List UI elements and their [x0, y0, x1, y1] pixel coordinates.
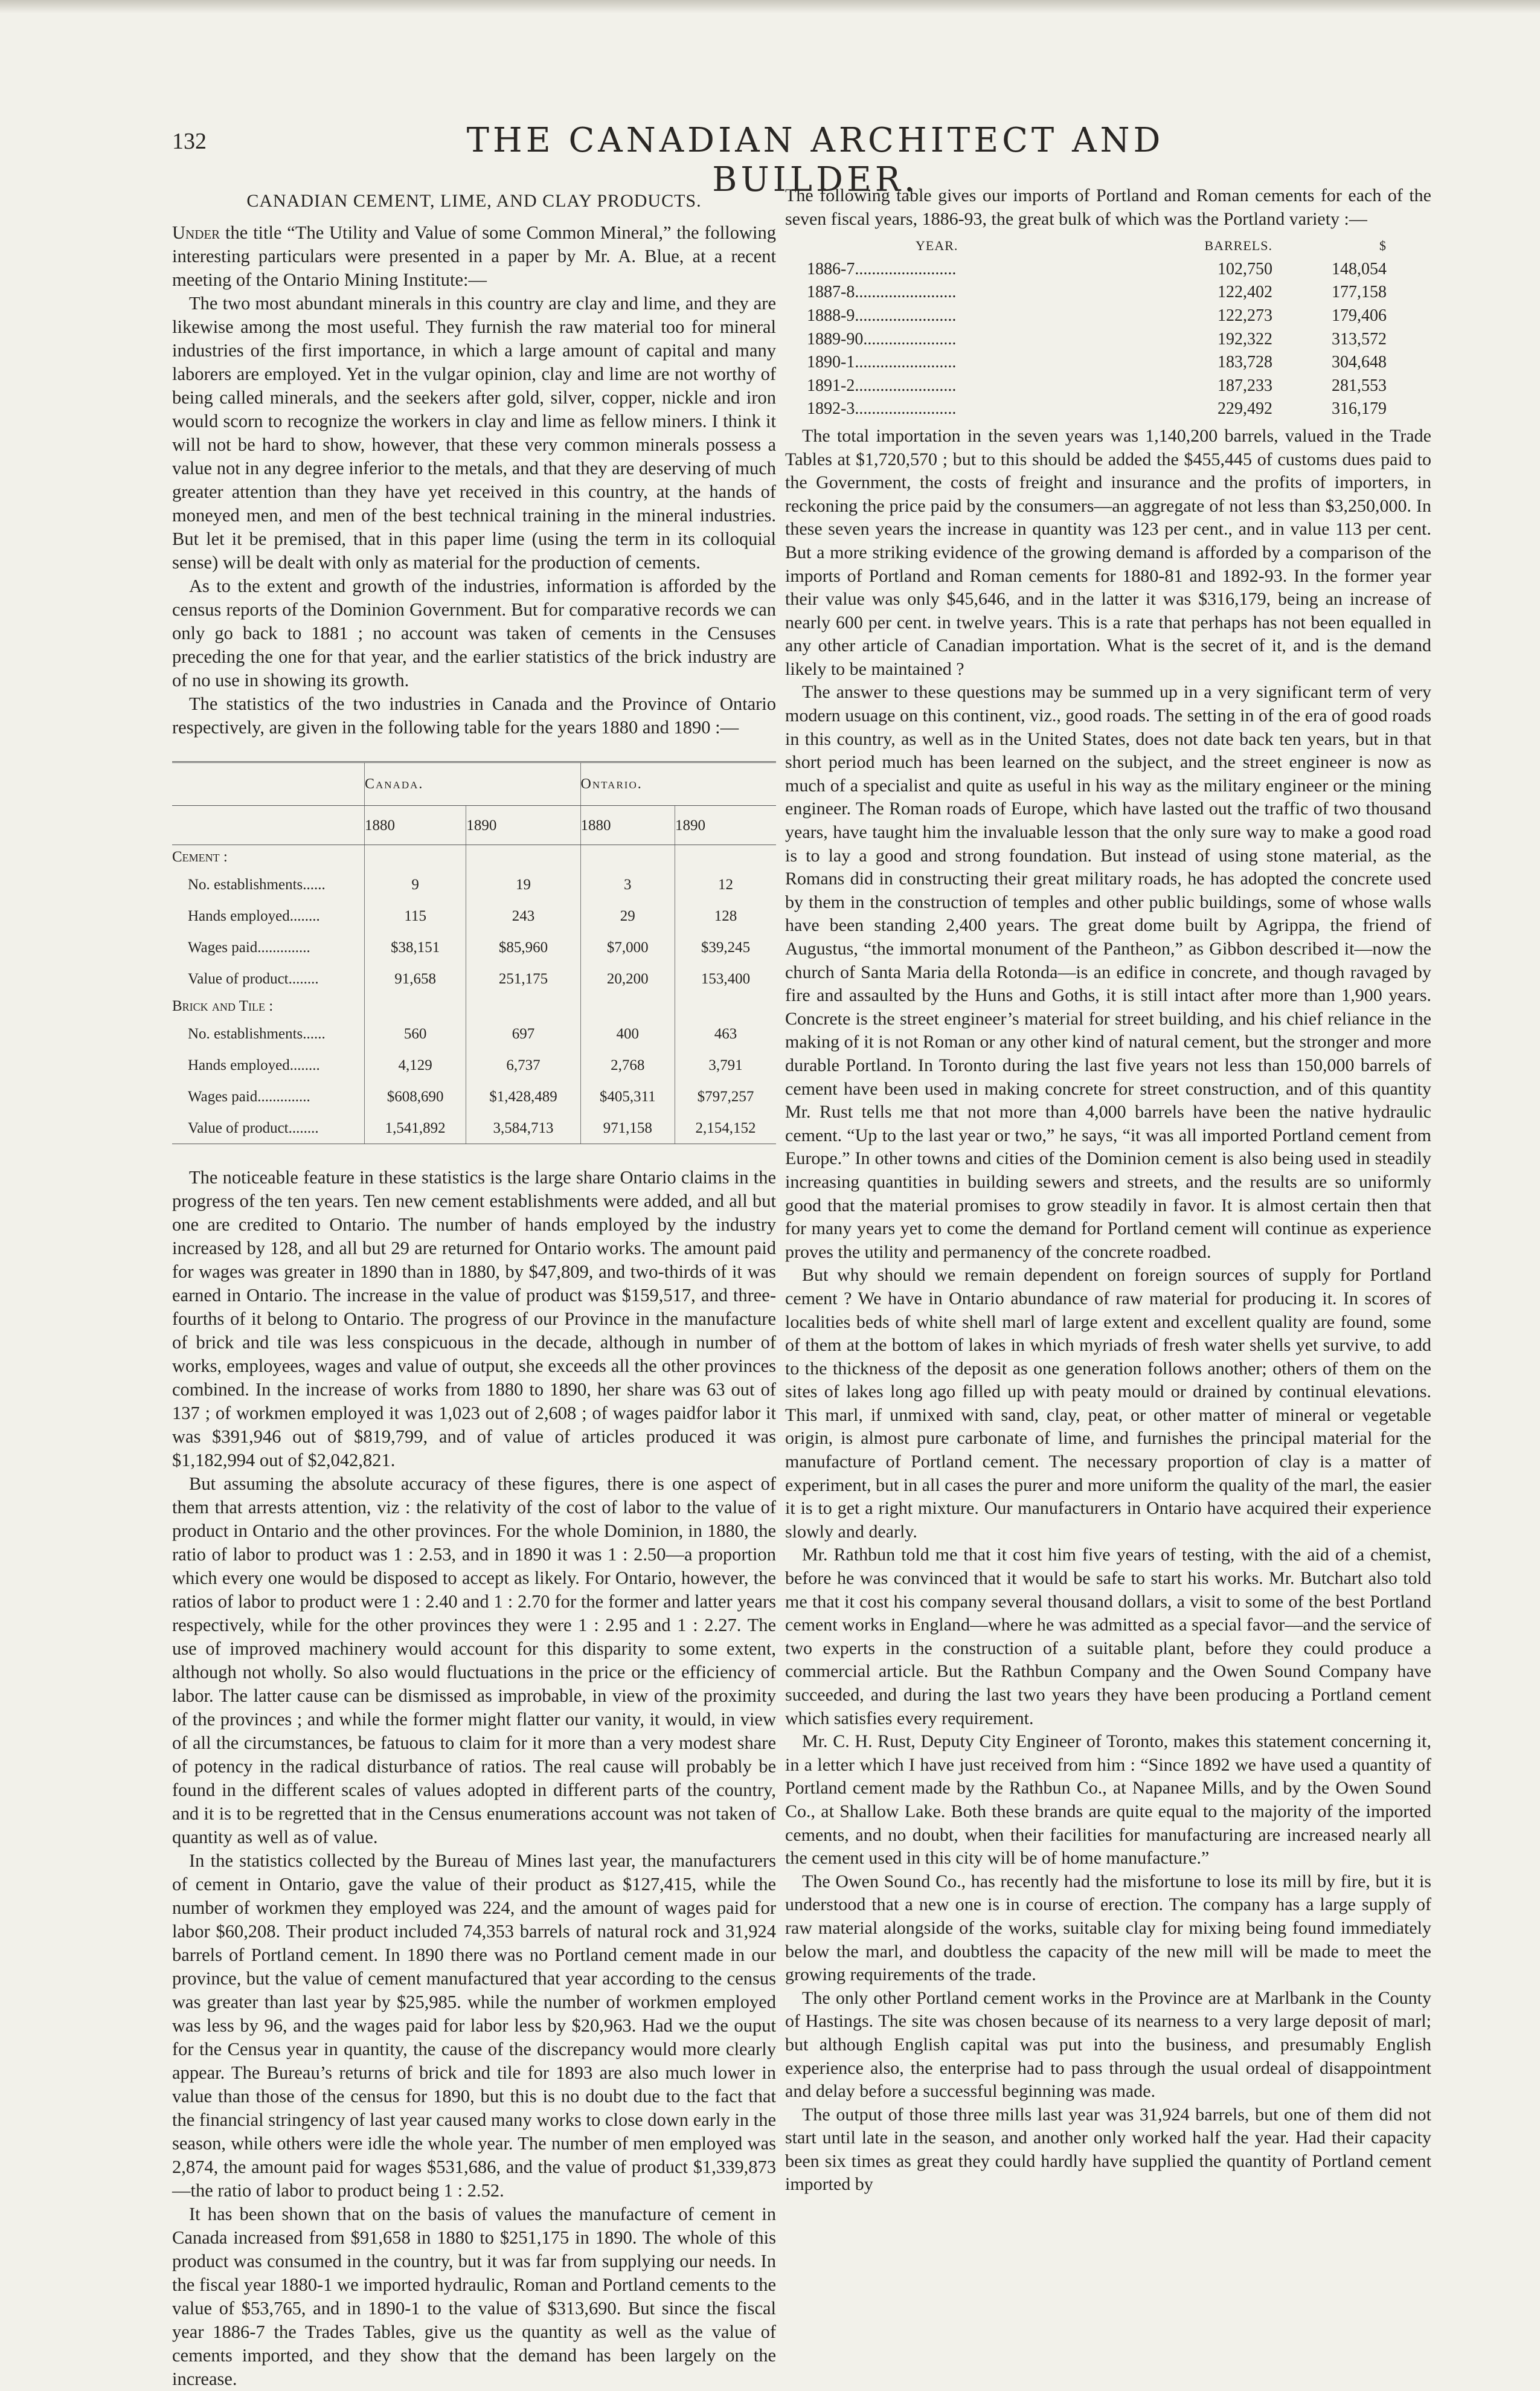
table-cell: 971,158	[580, 1112, 675, 1144]
table-cell-empty	[466, 845, 580, 869]
paragraph: The two most abundant minerals in this country are clay and lime, and they are likewise among the most useful. They furnish the raw material too for mineral industries of the first importance, in which a large amount of capital and many laborers are employed. Yet in the vulgar opinion, clay and lime are not worthy of being called minerals, and the seekers after gold, silver, copper, nickle and iron would scorn to recognize the workers in clay and lime as fellow miners. I think it will not be hard to show, however, that these very common minerals possess a value not in any degree inferior to the metals, and that they are deserving of much greater attention than they have yet received in this country, at the hands of moneyed men, and men of the best technical training in the mineral industries. But let it be premised, that in this paper lime (using the term in its colloquial sense) will be dealt with only as material for the production of cements.	[172, 293, 776, 573]
table-cell: 19	[466, 869, 580, 900]
paragraph: The only other Portland cement works in the Province are at Marlbank in the County of Hastings. The site was chosen because of its nearness to a very large deposit of marl; but although English capital was put into the business, and presumably English experience also, the enterprise had to pass through the usual ordeal of disappointment and delay before a successful beginning was made.	[785, 1987, 1431, 2102]
imports-row	[807, 351, 1411, 375]
year-header: 1880	[580, 806, 675, 845]
imports-barrels-cell: 183,728	[1217, 353, 1272, 372]
paragraph: As to the extent and growth of the industries, information is afforded by the census reports of the Dominion Government. But for comparative records we can only go back to 1881 ; no account was taken of cements in the Censuses preceding the one for that year, and the earlier statistics of the brick industry are of no use in showing its growth.	[172, 576, 776, 690]
table-row	[172, 1112, 776, 1144]
imports-row	[807, 397, 1411, 421]
table-cell: 12	[675, 869, 776, 900]
imports-row	[807, 258, 1411, 282]
intro-lead-word: Under	[172, 222, 220, 243]
table-cell-empty	[580, 845, 675, 869]
paragraph: Mr. Rathbun told me that it cost him five years of testing, with the aid of a chemist, before he was convinced that it would be safe to start his works. Mr. Butchart also told me that it cost his company several thousand dollars, a visit to some of the best Portland cement works in England—where he was admitted as a special favor—and the service of two experts in the construction of a suitable plant, before they could produce a commercial article. But the Rathbun Company and the Owen Sound Company have succeeded, and during the last two years they have been producing a Portland cement which satisfies every requirement.	[785, 1545, 1431, 1728]
table-cell-empty	[365, 845, 466, 869]
table-cell: $39,245	[675, 932, 776, 963]
table-row	[172, 1081, 776, 1112]
imports-table	[807, 234, 1411, 421]
table-cell: $797,257	[675, 1081, 776, 1112]
imports-barrels-header: BARRELS.	[1204, 238, 1272, 254]
imports-barrels-cell: 187,233	[1217, 376, 1272, 395]
paragraph: But why should we remain dependent on foreign sources of supply for Portland cement ? We have in Ontario abundance of raw material for producing it. In scores of localities beds of white shell marl of large extent and excellent quality are found, some of them at the bottom of lakes in which myriads of fresh water shells yet survive, to add to the thickness of the deposit as one generation follows another; others of them on the sites of lakes long ago filled up with peaty mould or drained by continual elevations. This marl, if unmixed with sand, clay, peat, or other matter of mineral or vegetable origin, is almost pure carbonate of lime, and furnishes the principal material for the manufacture of Portland cement. The necessary proportion of clay is a matter of experiment, but in all cases the purer and more uniform the quality of the marl, the easier it is to get a right mixture. Our manufacturers in Ontario have acquired their experience slowly and dearly.	[785, 1265, 1431, 1542]
table-row	[172, 963, 776, 994]
row-label: No. establishments......	[188, 1025, 326, 1042]
table-cell: $608,690	[365, 1081, 466, 1112]
table-cell: 29	[580, 900, 675, 932]
table-cell: 2,154,152	[675, 1112, 776, 1144]
imports-year-cell: 1891-2........................	[807, 376, 957, 395]
table-cell: 697	[466, 1018, 580, 1049]
intro-paragraph	[172, 221, 776, 292]
table-cell: 115	[365, 900, 466, 932]
table-row	[172, 900, 776, 932]
table-cell: 128	[675, 900, 776, 932]
table-cell: 20,200	[580, 963, 675, 994]
table-section-heading: Cement :	[172, 849, 228, 865]
right-column	[785, 184, 1431, 2196]
left-paragraphs-group-1	[172, 292, 776, 739]
table-cell: 3,584,713	[466, 1112, 580, 1144]
paragraph: Mr. C. H. Rust, Deputy City Engineer of Toronto, makes this statement concerning it, in a letter which I have just received from him : “Since 1892 we have used a quantity of Portland cement made by the Rathbun Co., at Napanee Mills, and by the Owen Sound Co., at Shallow Lake. Both these brands are quite equal to the majority of the imported cements, and no doubt, when their facilities for manufacturing are increased nearly all the cement used in this city will be of home manufacture.”	[785, 1731, 1431, 1868]
imports-dollars-cell: 304,648	[1332, 353, 1387, 372]
table-cell-empty	[675, 994, 776, 1018]
table-cell: 1,541,892	[365, 1112, 466, 1144]
year-header: 1890	[675, 806, 776, 845]
paragraph: The output of those three mills last year was 31,924 barrels, but one of them did not start until late in the season, and another only worked half the year. Had their capacity been six times as great they could hardly have supplied the quantity of Portland cement imported by	[785, 2104, 1431, 2195]
ontario-header: Ontario.	[580, 762, 776, 806]
imports-year-header: YEAR.	[916, 238, 958, 254]
table-cell-empty	[466, 994, 580, 1018]
table-cell: $38,151	[365, 932, 466, 963]
imports-dollars-cell: 148,054	[1332, 259, 1387, 278]
right-paragraphs-group	[785, 425, 1431, 2196]
table-cell: 463	[675, 1018, 776, 1049]
imports-dollars-cell: 281,553	[1332, 376, 1387, 395]
imports-dollars-cell: 177,158	[1332, 283, 1387, 302]
row-label: No. establishments......	[188, 876, 326, 893]
imports-year-cell: 1889-90......................	[807, 329, 957, 349]
table-cell: 400	[580, 1018, 675, 1049]
table-cell: 4,129	[365, 1049, 466, 1081]
paragraph: The Owen Sound Co., has recently had the misfortune to lose its mill by fire, but it is understood that a new one is in course of erection. The company has a large supply of raw material alongside of the works, suitable clay for mixing being found immediately below the marl, and doubtless the capacity of the new mill will be made to meet the growing requirements of the trade.	[785, 1871, 1431, 1985]
table-row	[172, 1049, 776, 1081]
imports-dollars-cell: 316,179	[1332, 399, 1387, 419]
paragraph: The answer to these questions may be summed up in a very significant term of very modern usuage on this continent, viz., good roads. The setting in of the era of good roads in this country, as well as in the United States, does not date back ten years, but in that short period much has been learned on the subject, and the street engineer is now as much of a specialist and quite as useful in his way as the military engineer or the mining engineer. The Roman roads of Europe, which have lasted out the traffic of two thousand years, have taught him the invaluable lesson that the only sure way to make a good road is to lay a good and strong foundation. But instead of using stone material, as the Romans did in constructing their great military roads, he has adopted the concrete used by them in the construction of temples and other public buildings, some of whose walls have been standing 2,400 years. The great dome built by Agrippa, the friend of Augustus, “the immortal monument of the Pantheon,” as Gibbon described it—now the church of Santa Maria della Rotonda—is an edifice in concrete, and though ravaged by fire and assaulted by the Huns and Goths, it is still intact after more than 1,900 years. Concrete is the street engineer’s material for street building, and his chief reliance in the making of it is not Roman or any other kind of natural cement, but the stronger and more durable Portland. In Toronto during the last five years not less than 150,000 barrels of cement have been used in making concrete for street construction, and of this quantity Mr. Rust tells me that not more than 4,000 barrels have been the native hydraulic cement. “Up to the last year or two,” he says, “it was all imported Portland cement from Europe.” In other towns and cities of the Dominion cement is also being used in steadily increasing quantities in building sewers and streets, and the results are so uniformly good that the material promises to grow steadily in favor. It is almost certain then that for many years yet to come the demand for Portland cement will continue as experience proves the utility and permanency of the concrete roadbed.	[785, 682, 1431, 1262]
table-cell: 9	[365, 869, 466, 900]
paragraph: The total importation in the seven years was 1,140,200 barrels, valued in the Trade Tables at $1,720,570 ; but to this should be added the $455,445 of customs dues paid to the Government, the costs of freight and insurance and the profits of importers, in reckoning the price paid by the consumers—an aggregate of not less than $3,250,000. In these seven years the increase in quantity was 123 per cent., and in value 113 per cent. But a more striking evidence of the growing demand is afforded by a comparison of the imports of Portland and Roman cements for 1880-81 and 1892-93. In the former year their value was only $45,646, and in the latter it was $316,179, being an increase of nearly 600 per cent. in twelve years. This is a rate that perhaps has not been equalled in any other article of Canadian importation. What is the secret of it, and is the demand likely to be maintained ?	[785, 425, 1431, 679]
imports-dollars-header: $	[1379, 238, 1387, 254]
imports-year-cell: 1887-8........................	[807, 283, 957, 302]
imports-dollars-cell: 313,572	[1332, 329, 1387, 349]
statistics-table-body	[172, 845, 776, 1144]
row-label: Wages paid..............	[188, 1088, 310, 1105]
row-label: Value of product........	[188, 970, 319, 987]
table-cell: 91,658	[365, 963, 466, 994]
page-spine-shadow	[0, 0, 1540, 13]
table-section-heading: Brick and Tile :	[172, 998, 274, 1014]
table-cell: 251,175	[466, 963, 580, 994]
imports-barrels-cell: 122,273	[1217, 306, 1272, 325]
year-header: 1880	[365, 806, 466, 845]
row-label: Hands employed........	[188, 907, 320, 924]
imports-row	[807, 375, 1411, 398]
table-cell: $405,311	[580, 1081, 675, 1112]
paragraph: It has been shown that on the basis of values the manufacture of cement in Canada increased from $91,658 in 1880 to $251,175 in 1890. The whole of this product was consumed in the country, but it was far from supplying our needs. In the fiscal year 1880-1 we imported hydraulic, Roman and Portland cements to the value of $53,765, and in 1890-1 to the value of $313,690. But since the fiscal year 1886-7 the Trades Tables, give us the quantity as well as the value of cements imported, and they show that the demand has been largely on the increase.	[172, 2204, 776, 2389]
imports-row	[807, 328, 1411, 352]
intro-text: the title “The Utility and Value of some Common Mineral,” the following interesting particulars were presented in a paper by Mr. A. Blue, at a recent meeting of the Ontario Mining Institute:—	[172, 222, 776, 290]
table-cell: 3	[580, 869, 675, 900]
paragraph: The noticeable feature in these statistics is the large share Ontario claims in the progress of the ten years. Ten new cement establishments were added, and all but one are credited to Ontario. The number of hands employed by the industry increased by 128, and all but 29 are returned for Ontario works. The amount paid for wages was greater in 1890 than in 1880, by $47,809, and two-thirds of it was earned in Ontario. The increase in the value of product was $159,517, and three-fourths of it belong to Ontario. The progress of our Province in the manufacture of brick and tile was less conspicuous in the decade, although in number of works, employees, wages and value of output, she exceeds all the other provinces combined. In the increase of works from 1880 to 1890, her share was 63 out of 137 ; of workmen employed it was 1,023 out of 2,608 ; of wages paidfor labor it was $391,946 out of $819,799, and of value of articles produced it was $1,182,994 out of $2,042,821.	[172, 1167, 776, 1470]
imports-row	[807, 281, 1411, 304]
row-label: Hands employed........	[188, 1057, 320, 1073]
row-label: Value of product........	[172, 1112, 365, 1144]
paragraph: The statistics of the two industries in Canada and the Province of Ontario respectively, are given in the following table for the years 1880 and 1890 :—	[172, 693, 776, 738]
imports-year-cell: 1888-9........................	[807, 306, 957, 325]
table-cell: 6,737	[466, 1049, 580, 1081]
table-row	[172, 932, 776, 963]
table-cell: 3,791	[675, 1049, 776, 1081]
imports-year-cell: 1892-3........................	[807, 399, 957, 419]
running-head: THE CANADIAN ARCHITECT AND BUILDER.	[466, 121, 1164, 199]
table-cell: 243	[466, 900, 580, 932]
table-cell-empty	[580, 994, 675, 1018]
table-cell-empty	[365, 994, 466, 1018]
imports-barrels-cell: 102,750	[1217, 259, 1272, 278]
imports-intro-paragraph: The following table gives our imports of Portland and Roman cements for each of the seven fiscal years, 1886-93, the great bulk of which was the Portland variety :—	[785, 185, 1431, 229]
paragraph: In the statistics collected by the Bureau of Mines last year, the manufacturers of cement in Ontario, gave the value of their product as $127,415, while the number of workmen they employed was 224, and the amount of wages paid for labor $60,208. Their product included 74,353 barrels of natural rock and 31,924 barrels of Portland cement. In 1890 there was no Portland cement made in our province, but the value of cement manufactured that year according to the census was greater than last year by $25,985. while the number of workmen employed was less by 96, and the wages paid for labor less by $20,963. Had we the ouput for the Census year in quantity, the cause of the discrepancy would more clearly appear. The Bureau’s returns of brick and tile for 1893 are also much lower in value than those of the census for 1890, but this is no doubt due to the fact that the financial stringency of last year caused many works to close down early in the season, while others were idle the whole year. The number of men employed was 2,874, the amount paid for wages $531,686, and the value of product $1,339,873—the ratio of labor to product being 1 : 2.52.	[172, 1850, 776, 2201]
table-cell: $85,960	[466, 932, 580, 963]
table-cell-empty	[675, 845, 776, 869]
table-cell: 153,400	[675, 963, 776, 994]
imports-barrels-cell: 122,402	[1217, 283, 1272, 302]
stub-header	[172, 762, 365, 806]
imports-year-cell: 1886-7........................	[807, 259, 957, 278]
imports-dollars-cell: 179,406	[1332, 306, 1387, 325]
statistics-table-wrap	[172, 761, 776, 1144]
left-column	[172, 184, 776, 2391]
page-number: 132	[172, 129, 207, 154]
table-cell: 2,768	[580, 1049, 675, 1081]
imports-barrels-cell: 192,322	[1217, 329, 1272, 349]
stub-header-2	[172, 806, 365, 845]
imports-barrels-cell: 229,492	[1217, 399, 1272, 419]
table-cell: $7,000	[580, 932, 675, 963]
row-label: Wages paid..............	[188, 939, 310, 956]
table-cell: $1,428,489	[466, 1081, 580, 1112]
paragraph: But assuming the absolute accuracy of these figures, there is one aspect of them that arrests attention, viz : the relativity of the cost of labor to the value of product in Ontario and the other provinces. For the whole Dominion, in 1880, the ratio of labor to product was 1 : 2.53, and in 1890 it was 1 : 2.50—a proportion which every one would be disposed to accept as likely. For Ontario, however, the ratios of labor to product were 1 : 2.40 and 1 : 2.70 for the former and latter years respectively, while for the other provinces they were 1 : 2.95 and 1 : 2.27. The use of improved machinery would account for this disparity to some extent, although not wholly. So also would fluctuations in the price or the efficiency of labor. The latter cause can be dismissed as improbable, in view of the proximity of the provinces ; and while the former might flatter our vanity, it would, in view of all the circumstances, be fatuous to claim for it more than a very modest share of potency in the radical disturbance of ratios. The real cause will probably be found in the different scales of values adopted in different parts of the country, and it is to be regretted that in the Census enumerations account was not taken of quantity as well as of value.	[172, 1473, 776, 1847]
table-row	[172, 1018, 776, 1049]
canada-header: Canada.	[365, 762, 581, 806]
year-header: 1890	[466, 806, 580, 845]
imports-row	[807, 304, 1411, 328]
statistics-table	[172, 761, 776, 1144]
imports-table-body	[807, 234, 1411, 421]
left-paragraphs-group-2	[172, 1166, 776, 2391]
imports-year-cell: 1890-1........................	[807, 353, 957, 372]
table-cell: 560	[365, 1018, 466, 1049]
table-row	[172, 869, 776, 900]
article-title: CANADIAN CEMENT, LIME, AND CLAY PRODUCTS.	[246, 191, 702, 211]
